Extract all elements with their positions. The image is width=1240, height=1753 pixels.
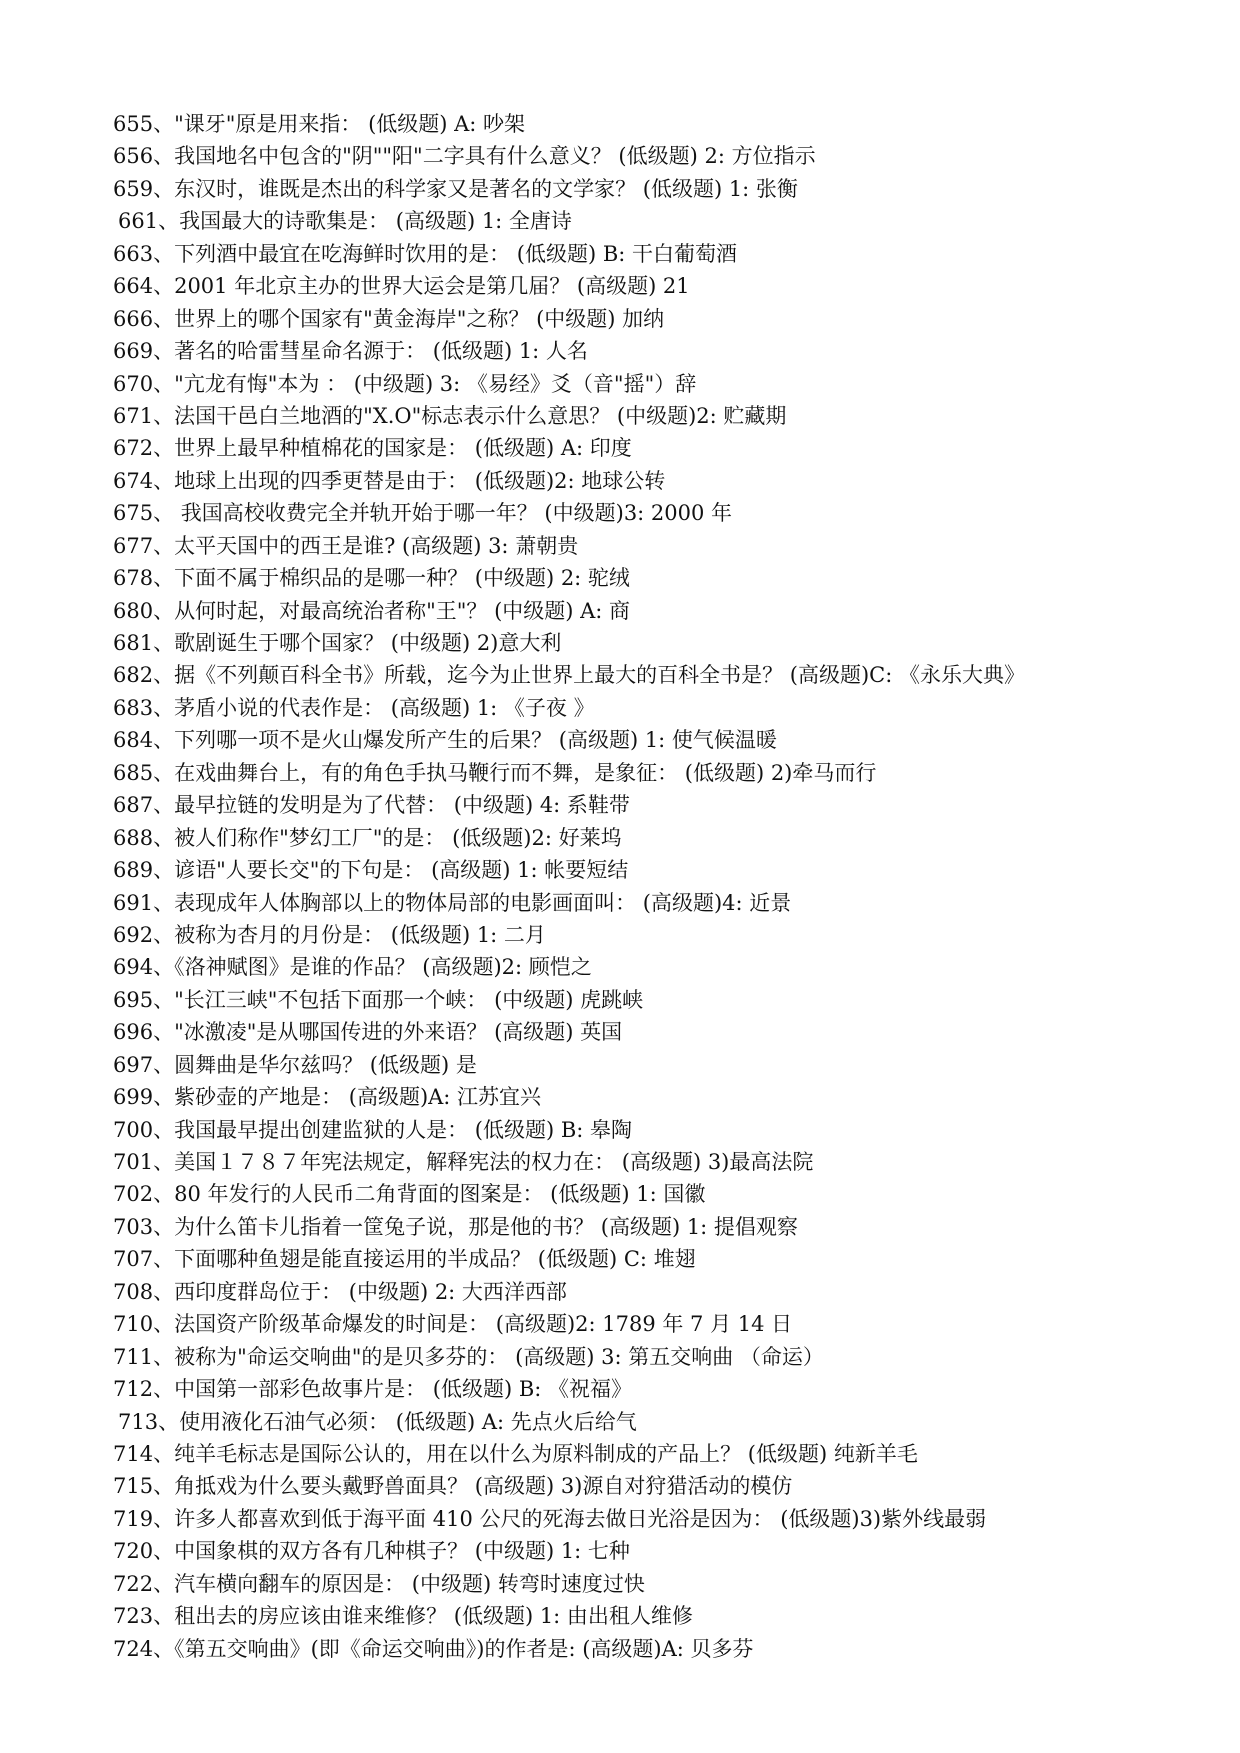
question-line: 655、"课牙"原是用来指： (低级题) A: 吵架: [113, 112, 526, 136]
question-line: 723、租出去的房应该由谁来维修？ (低级题) 1: 由出租人维修: [113, 1604, 693, 1629]
question-line: 678、下面不属于棉织品的是哪一种？ (中级题) 2: 驼绒: [113, 566, 630, 591]
question-line: 707、下面哪种鱼翅是能直接运用的半成品？ (低级题) C: 堆翅: [113, 1247, 696, 1272]
question-line: 681、歌剧诞生于哪个国家？ (中级题) 2)意大利: [113, 631, 562, 655]
question-list: [113, 108, 1223, 1665]
question-line: 697、圆舞曲是华尔兹吗？ (低级题) 是: [113, 1052, 477, 1077]
question-line: 669、著名的哈雷彗星命名源于： (低级题) 1: 人名: [113, 339, 588, 364]
question-line: 696、"冰激凌"是从哪国传进的外来语？ (高级题) 英国: [113, 1020, 623, 1045]
question-line: 702、80 年发行的人民币二角背面的图案是： (低级题) 1: 国徽: [113, 1182, 706, 1207]
question-line: 712、中国第一部彩色故事片是： (低级题) B: 《祝福》: [113, 1377, 632, 1402]
question-line: 694、《洛神赋图》是谁的作品？ (高级题)2: 顾恺之: [113, 955, 592, 980]
question-line: 683、茅盾小说的代表作是： (高级题) 1: 《子夜 》: [113, 695, 595, 720]
question-line: 670、"亢龙有悔"本为 ： (中级题) 3: 《易经》爻（音"摇"）辞: [113, 371, 697, 396]
question-line: 674、地球上出现的四季更替是由于： (低级题)2: 地球公转: [113, 468, 666, 493]
question-line: 687、最早拉链的发明是为了代替： (中级题) 4: 系鞋带: [113, 793, 630, 818]
question-line: 671、法国干邑白兰地酒的"X.O"标志表示什么意思？ (中级题)2: 贮藏期: [113, 403, 787, 428]
question-line: 659、东汉时，谁既是杰出的科学家又是著名的文学家？ (低级题) 1: 张衡: [113, 176, 798, 201]
question-line: 682、据《不列颠百科全书》所载，迄今为止世界上最大的百科全书是？ (高级题)C: 《永乐大典》: [113, 663, 1025, 688]
question-line: 708、西印度群岛位于： (中级题) 2: 大西洋西部: [113, 1279, 567, 1304]
question-line: 720、中国象棋的双方各有几种棋子？ (中级题) 1: 七种: [113, 1539, 630, 1564]
question-line: 689、谚语"人要长交"的下句是： (高级题) 1: 帐要短结: [113, 858, 629, 883]
question-line: 695、"长江三峡"不包括下面那一个峡： (中级题) 虎跳峡: [113, 987, 644, 1012]
question-line: 713、使用液化石油气必须： (低级题) A: 先点火后给气: [118, 1409, 637, 1434]
question-line: 710、法国资产阶级革命爆发的时间是： (高级题)2: 1789 年 7 月 14 日: [113, 1312, 793, 1337]
question-line: 685、在戏曲舞台上，有的角色手执马鞭行而不舞，是象征： (低级题) 2)牵马而行: [113, 760, 877, 785]
question-line: 692、被称为杏月的月份是： (低级题) 1: 二月: [113, 922, 546, 947]
question-line: 661、我国最大的诗歌集是： (高级题) 1: 全唐诗: [118, 209, 572, 234]
question-line: 680、从何时起，对最高统治者称"王"？ (中级题) A: 商: [113, 598, 631, 623]
question-line: 700、我国最早提出创建监狱的人是： (低级题) B: 皋陶: [113, 1117, 632, 1142]
question-line: 719、许多人都喜欢到低于海平面 410 公尺的死海去做日光浴是因为： (低级题)3)紫外线最弱: [113, 1506, 987, 1531]
question-line: 715、角抵戏为什么要头戴野兽面具？ (高级题) 3)源自对狩猎活动的模仿: [113, 1474, 793, 1499]
question-line: 691、表现成年人体胸部以上的物体局部的电影画面叫： (高级题)4: 近景: [113, 890, 792, 915]
question-line: 714、纯羊毛标志是国际公认的，用在以什么为原料制成的产品上？ (低级题) 纯新羊毛: [113, 1441, 918, 1466]
question-line: 675、 我国高校收费完全并轨开始于哪一年？ (中级题)3: 2000 年: [113, 501, 733, 526]
question-line: 663、下列酒中最宜在吃海鲜时饮用的是： (低级题) B: 干白葡萄酒: [113, 241, 737, 266]
question-line: 677、太平天国中的西王是谁? (高级题) 3: 萧朝贵: [113, 533, 579, 558]
question-line: 722、汽车横向翻车的原因是： (中级题) 转弯时速度过快: [113, 1571, 645, 1596]
question-line: 699、紫砂壶的产地是： (高级题)A: 江苏宜兴: [113, 1085, 542, 1110]
question-line: 688、被人们称作"梦幻工厂"的是： (低级题)2: 好莱坞: [113, 825, 622, 850]
question-line: 724、《第五交响曲》(即《命运交响曲》)的作者是: (高级题)A: 贝多芬: [113, 1636, 754, 1661]
question-line: 666、世界上的哪个国家有"黄金海岸"之称？ (中级题) 加纳: [113, 306, 665, 331]
question-line: 684、下列哪一项不是火山爆发所产生的后果？ (高级题) 1: 使气候温暖: [113, 728, 777, 753]
question-line: 701、美国１７８７年宪法规定，解释宪法的权力在： (高级题) 3)最高法院: [113, 1150, 814, 1174]
question-line: 656、我国地名中包含的"阴""阳"二字具有什么意义？ (低级题) 2: 方位指示: [113, 144, 816, 169]
question-line: 664、2001 年北京主办的世界大运会是第几届？ (高级题) 21: [113, 274, 690, 299]
question-line: 703、为什么笛卡儿指着一筐兔子说，那是他的书？ (高级题) 1: 提倡观察: [113, 1214, 798, 1239]
question-line: 711、被称为"命运交响曲"的是贝多芬的： (高级题) 3: 第五交响曲 （命运）: [113, 1344, 824, 1369]
question-line: 672、世界上最早种植棉花的国家是： (低级题) A: 印度: [113, 436, 632, 461]
